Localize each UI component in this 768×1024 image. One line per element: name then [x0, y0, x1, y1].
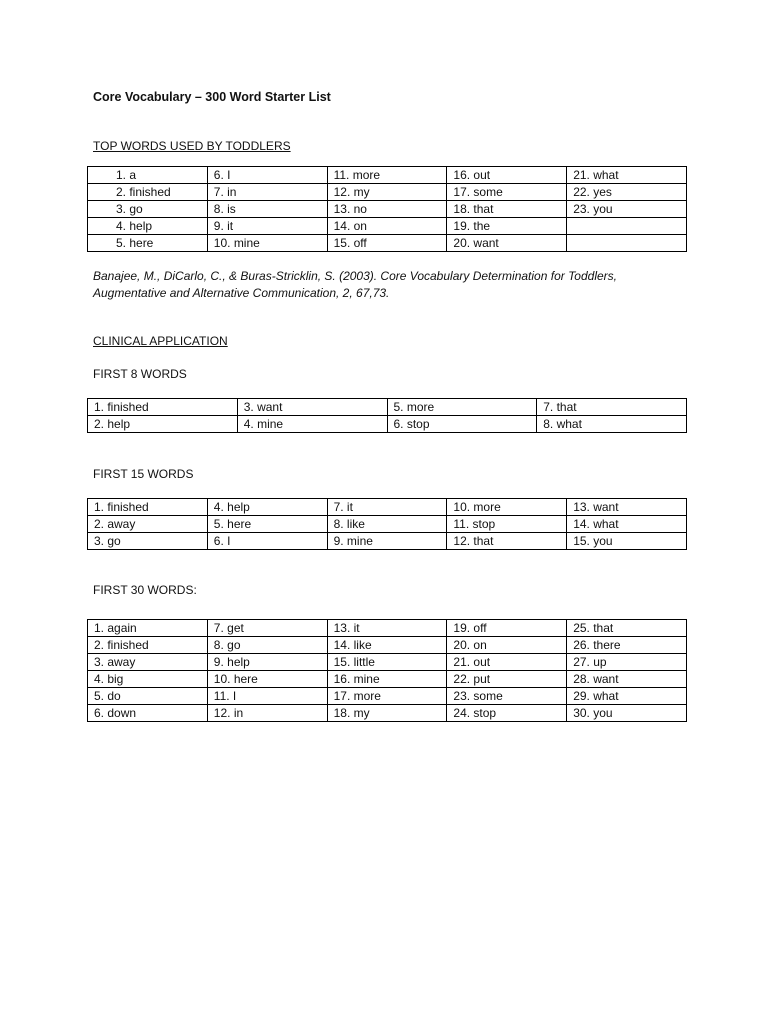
table-cell: 22. put [447, 671, 567, 688]
table-row [88, 654, 687, 671]
first-30-table [87, 619, 687, 722]
table-cell: 10. here [207, 671, 327, 688]
table-cell: 2. help [88, 416, 238, 433]
table-cell: 10. mine [207, 235, 327, 252]
table-cell: 13. want [567, 499, 687, 516]
table-cell: 19. off [447, 620, 567, 637]
table-row [88, 399, 687, 416]
table-cell: 7. that [537, 399, 687, 416]
top-words-heading: TOP WORDS USED BY TODDLERS [93, 139, 291, 153]
table-cell: 10. more [447, 499, 567, 516]
page-title: Core Vocabulary – 300 Word Starter List [93, 90, 331, 104]
table-row [88, 235, 687, 252]
clinical-application-heading: CLINICAL APPLICATION [93, 334, 228, 348]
table-cell: 6. down [88, 705, 208, 722]
table-row [88, 637, 687, 654]
table-cell: 6. I [207, 533, 327, 550]
table-cell: 5. do [88, 688, 208, 705]
table-cell: 19. the [447, 218, 567, 235]
table-row [88, 416, 687, 433]
table-cell: 21. what [567, 167, 687, 184]
table-cell: 26. there [567, 637, 687, 654]
table-row [88, 499, 687, 516]
table-cell: 8. is [207, 201, 327, 218]
table-cell [567, 235, 687, 252]
first-30-heading: FIRST 30 WORDS: [93, 583, 197, 597]
table-cell: 17. more [327, 688, 447, 705]
table-cell: 1. finished [88, 499, 208, 516]
table-row [88, 184, 687, 201]
table-cell: 4. mine [237, 416, 387, 433]
table-cell: 23. some [447, 688, 567, 705]
table-cell: 2. finished [88, 637, 208, 654]
table-cell: 7. get [207, 620, 327, 637]
first-8-table [87, 398, 687, 433]
table-cell: 5. here [207, 516, 327, 533]
table-cell: 1. a [88, 167, 208, 184]
top-words-table [87, 166, 687, 252]
table-cell: 27. up [567, 654, 687, 671]
table-cell: 2. away [88, 516, 208, 533]
table-cell: 14. like [327, 637, 447, 654]
table-cell: 3. away [88, 654, 208, 671]
first-8-heading: FIRST 8 WORDS [93, 367, 187, 381]
table-cell: 24. stop [447, 705, 567, 722]
table-cell: 16. out [447, 167, 567, 184]
table-cell: 12. that [447, 533, 567, 550]
table-cell: 11. more [327, 167, 447, 184]
table-cell: 13. no [327, 201, 447, 218]
table-cell: 14. what [567, 516, 687, 533]
table-cell: 4. help [88, 218, 208, 235]
table-cell: 7. in [207, 184, 327, 201]
table-row [88, 218, 687, 235]
table-row [88, 671, 687, 688]
table-cell: 5. more [387, 399, 537, 416]
table-cell: 1. finished [88, 399, 238, 416]
table-cell [567, 218, 687, 235]
table-cell: 9. it [207, 218, 327, 235]
table-cell: 12. in [207, 705, 327, 722]
table-row [88, 705, 687, 722]
table-cell: 3. want [237, 399, 387, 416]
table-cell: 17. some [447, 184, 567, 201]
table-cell: 2. finished [88, 184, 208, 201]
table-cell: 23. you [567, 201, 687, 218]
table-cell: 8. like [327, 516, 447, 533]
table-row [88, 533, 687, 550]
table-cell: 3. go [88, 201, 208, 218]
table-cell: 20. want [447, 235, 567, 252]
table-cell: 6. I [207, 167, 327, 184]
table-cell: 8. go [207, 637, 327, 654]
table-cell: 3. go [88, 533, 208, 550]
table-row [88, 167, 687, 184]
table-cell: 16. mine [327, 671, 447, 688]
table-row [88, 620, 687, 637]
table-cell: 11. stop [447, 516, 567, 533]
table-cell: 15. you [567, 533, 687, 550]
table-cell: 14. on [327, 218, 447, 235]
table-cell: 21. out [447, 654, 567, 671]
table-cell: 20. on [447, 637, 567, 654]
table-cell: 6. stop [387, 416, 537, 433]
table-cell: 12. my [327, 184, 447, 201]
table-cell: 25. that [567, 620, 687, 637]
table-cell: 30. you [567, 705, 687, 722]
table-row [88, 688, 687, 705]
table-row [88, 201, 687, 218]
table-cell: 15. little [327, 654, 447, 671]
table-cell: 9. mine [327, 533, 447, 550]
table-cell: 18. my [327, 705, 447, 722]
table-cell: 15. off [327, 235, 447, 252]
table-cell: 7. it [327, 499, 447, 516]
citation: Banajee, M., DiCarlo, C., & Buras-Stricklin, S. (2003). Core Vocabulary Determination for Toddlers, Augmentative and Alternative Communication, 2, 67,73. [93, 269, 617, 300]
table-cell: 28. want [567, 671, 687, 688]
table-row [88, 516, 687, 533]
table-cell: 5. here [88, 235, 208, 252]
table-cell: 8. what [537, 416, 687, 433]
table-cell: 18. that [447, 201, 567, 218]
table-cell: 4. big [88, 671, 208, 688]
first-15-table [87, 498, 687, 550]
table-cell: 11. I [207, 688, 327, 705]
first-15-heading: FIRST 15 WORDS [93, 467, 194, 481]
table-cell: 13. it [327, 620, 447, 637]
table-cell: 1. again [88, 620, 208, 637]
table-cell: 9. help [207, 654, 327, 671]
table-cell: 22. yes [567, 184, 687, 201]
table-cell: 29. what [567, 688, 687, 705]
table-cell: 4. help [207, 499, 327, 516]
